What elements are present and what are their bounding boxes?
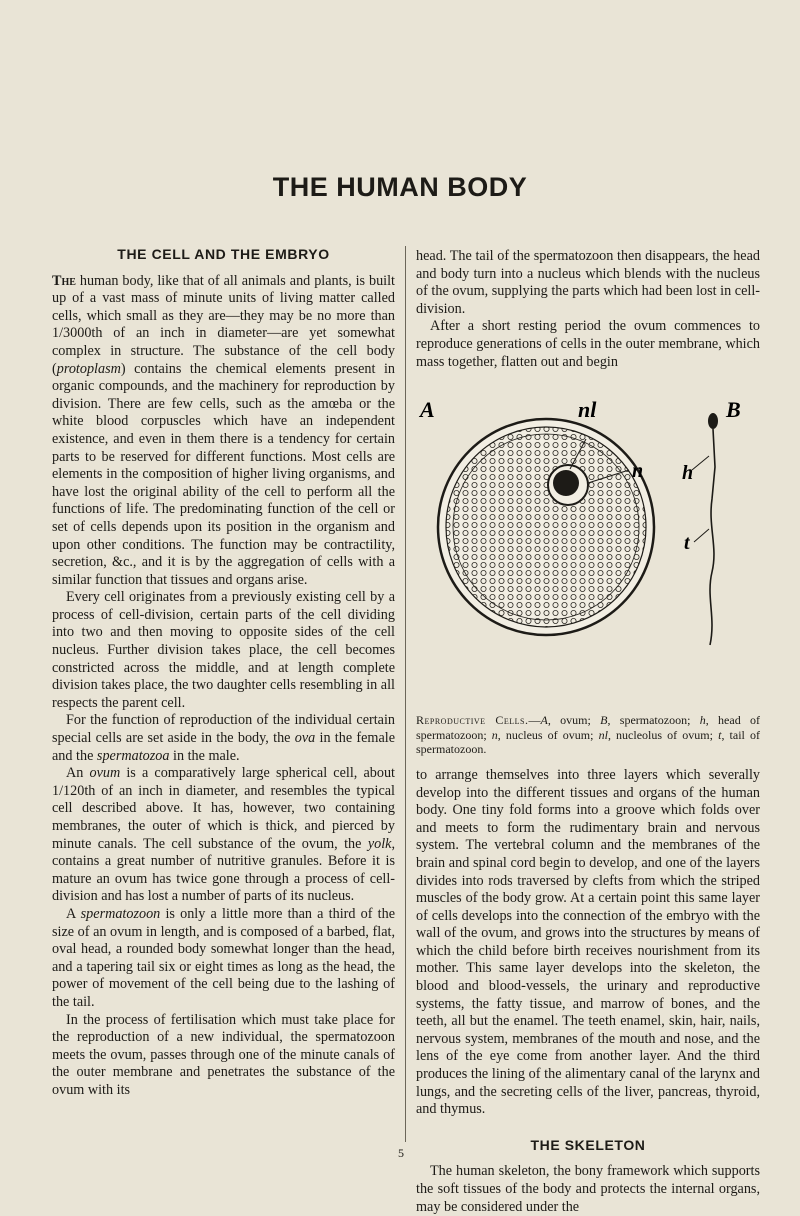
figure-caption	[416, 713, 760, 757]
label-A: A	[420, 397, 435, 423]
text: h	[699, 713, 706, 728]
text: human body, like that of all animals and plants, is built up of a vast mass of minute units of living matter called cells, which small as they are—they may be no more than	[52, 272, 395, 324]
label-nl: nl	[578, 397, 597, 423]
paragraph-spermatozoon	[52, 906, 395, 1012]
ovum-drawing	[438, 419, 654, 635]
text: An	[66, 765, 90, 782]
term-spermatozoa: spermatozoa	[96, 747, 170, 764]
paragraph-embryo-layers: to arrange themselves into three layers which severally develop into the different tissues and organs of the human body. One tiny fold forms into a groove which folds over and meets to form the rudimentary brain and nervous system. The vertebral column and the membranes of the brain and spinal cord begin to develop, and one of the layers divides into rods traversed by clefts from which the striped muscles of the body grow. At a certain point this same layer of cells develops into the connection of the embryo with the wall of the ovum, and grows into the structures by means of which the child before birth receives nourishment from its mother. This same layer develops into the skeleton, the blood and blood-vessels, the urinary and reproductive systems, the fatty tissue, and marrow of bones, and the teeth, all but the enamel. The teeth enamel, skin, hair, nails, nervous system, membranes of the mouth and nose, and the lens of the eye come from another layer. And the third produces the lining of the alimentary canal of the larynx and lungs, and the secreting cells of the liver, pancreas, thyroid, and thymus.	[416, 766, 760, 1118]
text: For the function of reproduction of the individual certain special cells are set aside in the body, the	[52, 712, 395, 747]
paragraph-fertilisation: In the process of fertilisation which must take place for the reproduction of a new individual, the spermatozoon meets the ovum, passes through one of the minute canals of the outer membrane and penetrates the substance of the ovum with its	[52, 1011, 395, 1098]
text: , nucleolus of ovum;	[607, 727, 719, 742]
text: , head of spermatozoon;	[416, 713, 760, 742]
paragraph-skeleton: The human skeleton, the bony framework which supports the soft tissues of the body and protects the internal organs, may be considered under the	[416, 1163, 760, 1215]
text: nl	[598, 727, 608, 742]
text: , tail of spermatozoon.	[416, 727, 761, 757]
text: , spermatozoon;	[607, 713, 700, 728]
text: is a comparatively large spherical cell, about	[120, 765, 395, 782]
text: ) contains the chemical elements present in organic compounds, and the machinery for reproduction by division. There are few cells, such as the amœba or the white blood corpuscles which have an independent existence, and even in them there is a tendency for certain parts to be reserved for different functions. Most cells are elements in the composition of higher living organisms, and have lost the original ability of the cell to perform all the functions of life. The predominating function of the cell or set of cells depends upon its position in the organism and upon other conditions. The function may be contractility, secretion, &c., and it is by the aggregation of cells with a similar function that tissues and organs arise.	[52, 360, 395, 588]
label-n: n	[632, 460, 644, 483]
text: , contains a great number of nutritive granules. Before it is mature an ovum has twice gone through a process of cell-division and has lost a number of parts of its nucleus.	[52, 835, 395, 905]
paragraph-resting-period: After a short resting period the ovum commences to reproduce generations of cells in the outer membrane, which mass together, flatten out and begin	[416, 318, 760, 370]
fraction: 1/3000th	[52, 325, 103, 342]
caption-title: Reproductive Cells.	[416, 713, 529, 728]
section-heading-skeleton: THE SKELETON	[530, 1136, 646, 1153]
paragraph-continued: head. The tail of the spermatozoon then disappears, the head and body turn into a nucleus which blends with the nucleus of the ovum, supplying the parts which had been lost in cell-division.	[416, 248, 760, 317]
page-title: THE HUMAN BODY	[272, 172, 528, 202]
label-h: h	[682, 462, 694, 485]
label-t: t	[684, 532, 690, 555]
text: A	[540, 713, 548, 728]
text: in the male.	[169, 747, 240, 764]
page-number: 5	[398, 1146, 404, 1160]
figure-illustration	[416, 377, 760, 709]
paragraph-cell-division: Every cell originates from a previously existing cell by a process of cell-division, certain parts of the cell dividing into two and then moving to opposite sides of the cell nucleus. Further division takes place, the cell becomes constricted across the middle, and at length complete division takes place, the two daughter cells resembling in all respects the parent cell.	[52, 589, 395, 711]
text: —	[528, 713, 541, 728]
fraction: 1/120th	[52, 782, 96, 799]
text: in the female and the	[52, 730, 395, 764]
term-spermatozoon: spermatozoon	[80, 905, 161, 922]
column-divider	[405, 246, 406, 1142]
right-column	[416, 248, 760, 1216]
text: n	[491, 727, 498, 742]
spermatozoon-drawing	[692, 413, 718, 645]
label-B: B	[726, 397, 741, 423]
paragraph-cells	[52, 273, 395, 590]
text: t	[718, 727, 722, 742]
text: is only a little more than a third of the size of an ovum in length, and is composed of a barbed, flat, oval head, a rounded body somewhat longer than the head, and a tapering tail six or eight times as long as the head, the power of movement of the cell being due to the lashing of the tail.	[52, 905, 395, 1010]
section-heading-cell-embryo: THE CELL AND THE EMBRYO	[117, 246, 330, 262]
term-protoplasm: protoplasm	[56, 360, 121, 377]
text: , nucleus of ovum;	[497, 727, 599, 742]
text: of an inch in diameter, and resembles the typical cell described above. It has, however, two containing membranes, the outer of which is thick, and pierced by minute canals. The cell substance of the ovum, the	[52, 782, 395, 852]
term-ova: ova	[294, 730, 316, 747]
term-yolk: yolk	[367, 835, 392, 852]
left-column	[52, 246, 395, 1100]
term-ovum: ovum	[89, 765, 121, 782]
text: B	[600, 713, 608, 728]
drop-cap: The	[52, 272, 76, 289]
reproductive-cells-figure	[416, 377, 760, 709]
text: , ovum;	[547, 713, 601, 728]
text: of an inch in diameter—are yet somewhat complex in structure. The substance of the cell body (	[52, 325, 395, 377]
paragraph-reproduction	[52, 712, 395, 765]
paragraph-ovum	[52, 765, 395, 906]
text: A	[66, 905, 81, 922]
